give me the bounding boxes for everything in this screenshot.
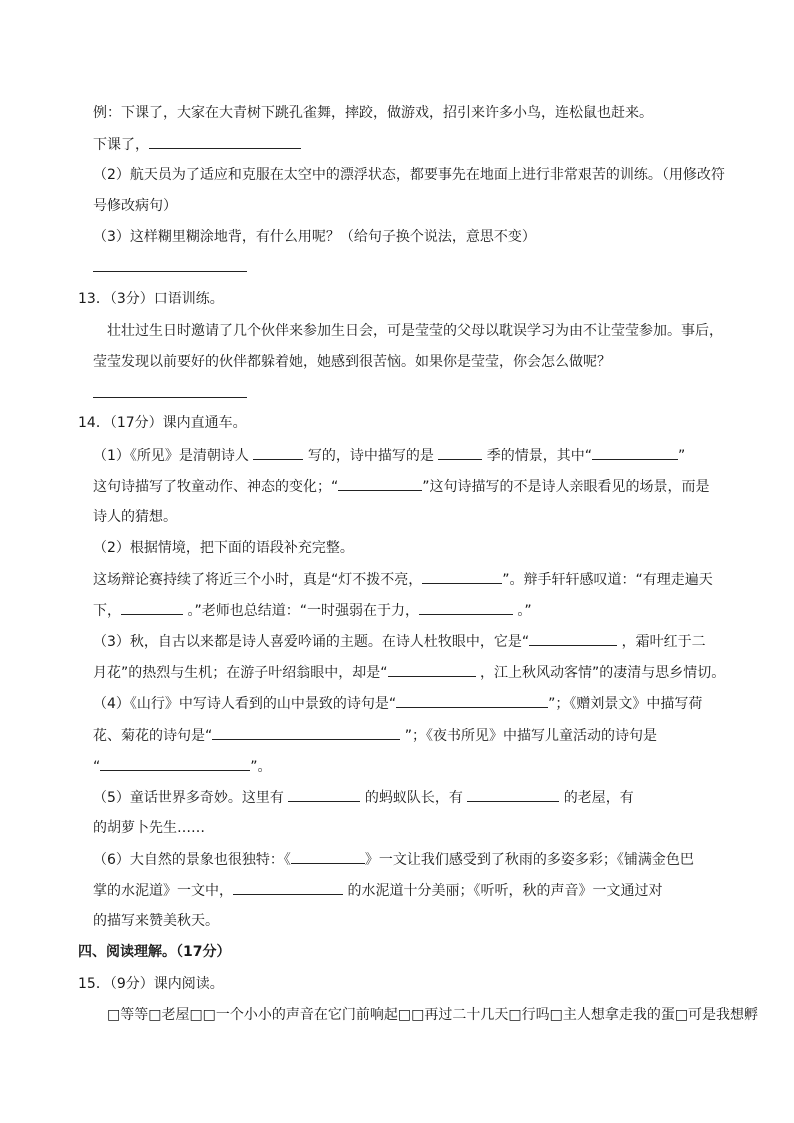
q15-line1: □等等□老屋□□一个小小的声音在它门前响起□□再过二十几天□行吗□主人想拿走我的蛋□可是我想孵	[107, 1007, 759, 1023]
answer-blank[interactable]	[422, 569, 502, 584]
example-prompt-text: 下课了，	[93, 137, 149, 153]
q14-p1-a: （1）《所见》是清朝诗人	[93, 448, 249, 464]
q14-p1-line2	[93, 476, 710, 497]
q14-p3-line2	[93, 662, 725, 683]
q14-p3-c: 月花”的热烈与生机；在游子叶绍翁眼中，却是“	[93, 665, 388, 681]
answer-blank[interactable]	[338, 476, 422, 491]
answer-blank[interactable]	[212, 725, 400, 740]
q14-p1-c: 季的情景，其中“	[486, 448, 592, 464]
example-prompt	[93, 134, 301, 155]
q14-p5-line1	[93, 787, 634, 808]
q14-p2-line2	[93, 600, 532, 621]
q14-p3-b: ，霜叶红于二	[621, 634, 706, 650]
q14-p5-d: 的胡萝卜先生……	[93, 820, 205, 836]
q14-p3-d: ，江上秋风动客情”的凄清与思乡情切。	[479, 665, 726, 681]
q14-p6-b: 》一文让我们感受到了秋雨的多姿多彩；《铺满金色巴	[364, 852, 694, 868]
answer-blank[interactable]	[233, 880, 343, 895]
q14-p2-line1	[93, 569, 713, 590]
answer-blank[interactable]	[93, 271, 247, 272]
q15-title: 15．（9分）课内阅读。	[78, 976, 224, 992]
q14-p5-a: （5）童话世界多奇妙。这里有	[93, 790, 284, 806]
q12-2-line2: 号修改病句）	[93, 198, 177, 214]
q14-p4-e: “	[93, 759, 101, 775]
q14-p5-b: 的蚂蚁队长，有	[364, 790, 463, 806]
answer-blank[interactable]	[592, 445, 678, 460]
q14-p4-f: ”。	[250, 759, 272, 775]
q14-p6-a: （6）大自然的景象也很独特：《	[93, 852, 291, 868]
q14-p4-line3	[93, 756, 272, 777]
q14-p4-b: ”；《赠刘景文》中描写荷	[548, 696, 703, 712]
q14-title: 14．（17分）课内直通车。	[78, 415, 247, 431]
q14-p1-f: ”这句诗描写的不是诗人亲眼看见的场景，而是	[422, 479, 710, 495]
q12-2-line1: （2）航天员为了适应和克服在太空中的漂浮状态，都要事先在地面上进行非常艰苦的训练。（用修改符	[93, 167, 725, 183]
q12-3-line1: （3）这样糊里糊涂地背，有什么用呢？（给句子换个说法，意思不变）	[93, 229, 536, 245]
q14-p2-title: （2）根据情境，把下面的语段补充完整。	[93, 540, 354, 556]
q13-line1: 壮壮过生日时邀请了几个伙伴来参加生日会，可是莹莹的父母以耽误学习为由不让莹莹参加。事后，	[107, 323, 723, 339]
q14-p4-d: ”；《夜书所见》中描写儿童活动的诗句是	[404, 728, 657, 744]
answer-blank[interactable]	[149, 134, 301, 149]
answer-blank[interactable]	[467, 787, 559, 802]
answer-blank[interactable]	[291, 849, 365, 864]
q14-p3-line1	[93, 631, 706, 652]
answer-blank[interactable]	[396, 693, 548, 708]
q14-p1-b: 写的，诗中描写的是	[307, 448, 434, 464]
q14-p2-e: 。”	[517, 603, 532, 619]
answer-blank[interactable]	[288, 787, 360, 802]
q13-line2: 莹莹发现以前要好的伙伴都躲着她，她感到很苦恼。如果你是莹莹，你会怎么做呢？	[93, 354, 611, 370]
q14-p5-c: 的老屋，有	[563, 790, 634, 806]
answer-blank[interactable]	[529, 631, 617, 646]
answer-blank[interactable]	[100, 756, 250, 771]
q14-p1-g: 诗人的猜想。	[93, 509, 177, 525]
q14-p6-d: 的水泥道十分美丽；《听听，秋的声音》一文通过对	[347, 883, 663, 899]
answer-blank[interactable]	[93, 397, 247, 398]
example-sentence: 例：下课了，大家在大青树下跳孔雀舞，摔跤，做游戏，招引来许多小鸟，连松鼠也赶来。	[93, 105, 653, 121]
q14-p4-c: 花、菊花的诗句是“	[93, 728, 213, 744]
answer-blank[interactable]	[388, 662, 476, 677]
q14-p4-line1	[93, 693, 702, 714]
q14-p2-a: 这场辩论赛持续了将近三个小时，真是“灯不拨不亮，	[93, 572, 423, 588]
q14-p6-line1	[93, 849, 694, 870]
q14-p2-d: 。”老师也总结道：“一时强弱在于力，	[187, 603, 419, 619]
q14-p2-b: ”。辩手轩轩感叹道：“有理走遍天	[502, 572, 713, 588]
q13-title: 13．（3分）口语训练。	[78, 291, 224, 307]
q14-p1-line1	[93, 445, 685, 466]
q14-p4-line2	[93, 725, 657, 746]
q14-p6-e: 的描写来赞美秋天。	[93, 913, 219, 929]
answer-blank[interactable]	[419, 600, 513, 615]
q14-p2-c: 下，	[93, 603, 121, 619]
q14-p1-e: 这句诗描写了牧童动作、神态的变化；“	[93, 479, 339, 495]
q14-p3-a: （3）秋，自古以来都是诗人喜爱吟诵的主题。在诗人杜牧眼中，它是“	[93, 634, 530, 650]
q14-p6-c: 掌的水泥道》一文中，	[93, 883, 233, 899]
q14-p4-a: （4）《山行》中写诗人看到的山中景致的诗句是“	[93, 696, 397, 712]
q14-p1-d: ”	[678, 448, 686, 464]
q14-p6-line2	[93, 880, 662, 901]
section-4-title: 四、阅读理解。（17分）	[78, 944, 231, 960]
answer-blank[interactable]	[121, 600, 183, 615]
answer-blank[interactable]	[253, 445, 303, 460]
answer-blank[interactable]	[438, 445, 482, 460]
